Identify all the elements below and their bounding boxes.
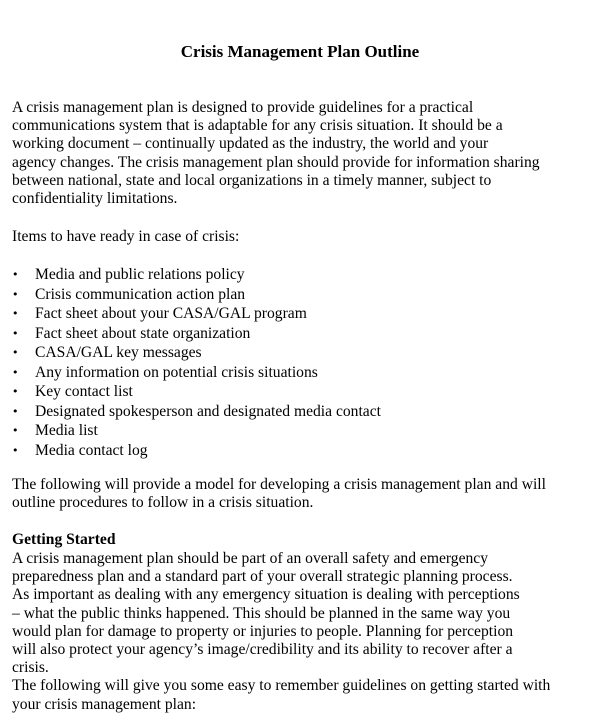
- list-item: [12, 285, 381, 305]
- getting-started-line: As important as dealing with any emergency situation is dealing with perceptions: [12, 586, 520, 604]
- intro-line: between national, state and local organizations in a timely manner, subject to: [12, 171, 492, 189]
- model-line: outline procedures to follow in a crisis situation.: [12, 494, 314, 512]
- list-item: [12, 441, 381, 461]
- list-item-text: Fact sheet about state organization: [35, 324, 251, 342]
- bullet-icon: •: [12, 326, 19, 340]
- items-list: [12, 265, 381, 460]
- getting-started-line: – what the public thinks happened. This should be planned in the same way you: [12, 604, 511, 622]
- getting-started-line: preparedness plan and a standard part of your overall strategic planning process.: [12, 568, 513, 586]
- list-item: [12, 421, 381, 441]
- bullet-icon: •: [12, 385, 19, 398]
- list-item-text: Key contact list: [35, 383, 133, 400]
- getting-started-line: your crisis management plan:: [12, 695, 197, 713]
- intro-line: communications system that is adaptable for any crisis situation. It should be a: [12, 117, 503, 135]
- list-item: [12, 265, 381, 285]
- list-item-text: Media and public relations policy: [35, 266, 245, 283]
- intro-paragraph: [12, 99, 592, 208]
- getting-started-line: crisis.: [12, 659, 49, 677]
- list-item: [12, 304, 381, 324]
- bullet-icon: •: [12, 443, 19, 457]
- list-item: [12, 402, 381, 422]
- getting-started-line: will also protect your agency’s image/credibility and its ability to recover after a: [12, 641, 513, 659]
- bullet-icon: •: [12, 424, 19, 437]
- bullet-icon: •: [12, 287, 19, 301]
- list-item-text: Media list: [35, 422, 98, 439]
- document-title: Crisis Management Plan Outline: [180, 42, 420, 61]
- bullet-icon: •: [12, 365, 19, 379]
- intro-line: confidentiality limitations.: [12, 190, 178, 208]
- list-item-text: Media contact log: [35, 441, 148, 459]
- list-item: [12, 382, 381, 402]
- list-item-text: Crisis communication action plan: [35, 285, 246, 303]
- list-item: [12, 324, 381, 344]
- section-heading-getting-started: Getting Started: [12, 531, 116, 548]
- bullet-icon: •: [12, 307, 19, 320]
- getting-started-line: The following will give you some easy to remember guidelines on getting started with: [12, 677, 551, 695]
- model-paragraph: [12, 476, 592, 512]
- bullet-icon: •: [12, 404, 19, 418]
- list-item-text: Designated spokesperson and designated media contact: [35, 402, 381, 420]
- intro-line: agency changes. The crisis management plan should provide for information sharing: [12, 153, 540, 171]
- list-item: [12, 343, 381, 363]
- list-item-text: Any information on potential crisis situations: [35, 363, 318, 381]
- intro-line: A crisis management plan is designed to provide guidelines for a practical: [12, 99, 474, 116]
- list-item-text: CASA/GAL key messages: [35, 344, 202, 361]
- list-item: [12, 363, 381, 383]
- getting-started-line: A crisis management plan should be part of an overall safety and emergency: [12, 550, 489, 567]
- list-item-text: Fact sheet about your CASA/GAL program: [35, 305, 307, 322]
- getting-started-paragraph: [12, 550, 592, 714]
- model-line: The following will provide a model for developing a crisis management plan and will: [12, 476, 546, 493]
- getting-started-line: would plan for damage to property or injuries to people. Planning for perception: [12, 622, 514, 640]
- bullet-icon: •: [12, 346, 19, 359]
- intro-line: working document – continually updated as the industry, the world and your: [12, 135, 489, 153]
- items-label: Items to have ready in case of crisis:: [12, 228, 240, 245]
- bullet-icon: •: [12, 268, 19, 281]
